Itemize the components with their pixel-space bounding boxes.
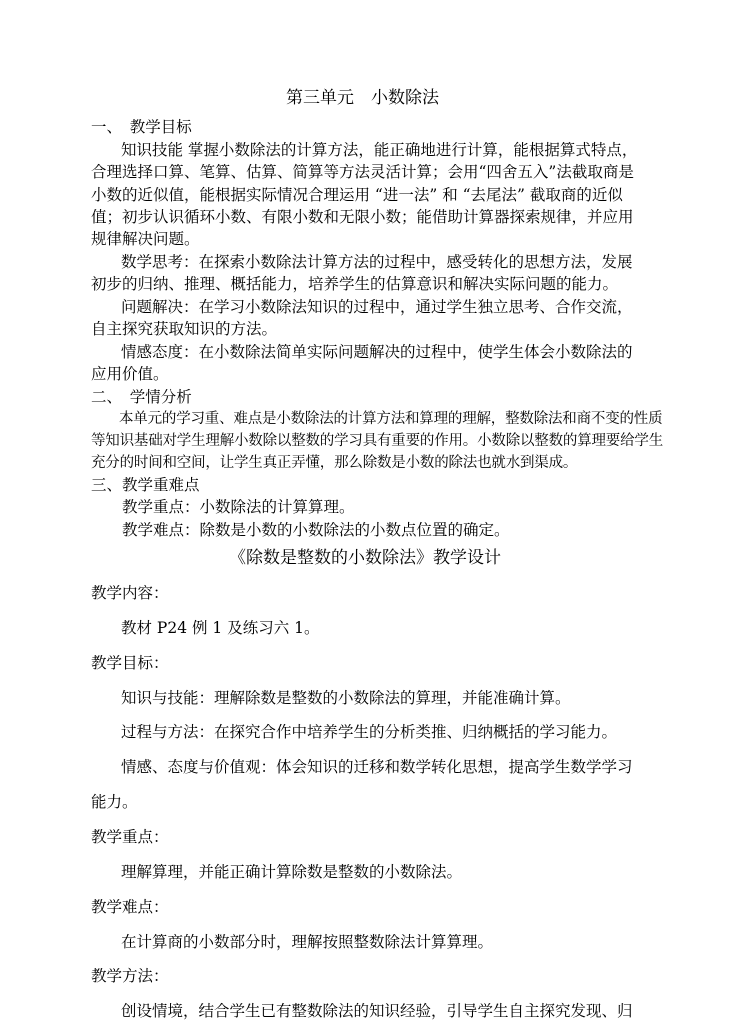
content-label: 教学内容： [91,584,169,602]
section-heading-analysis: 二、 学情分析 [91,388,192,406]
design-title: 《除数是整数的小数除法》教学设计 [229,548,501,568]
goal-knowledge-line-3: 小数的近似值，能根据实际情况合理运用 “进一法” 和 “去尾法” 截取商的近似 [91,186,623,204]
design-difficulty-text: 在计算商的小数部分时，理解按照整数除法计算算理。 [121,933,494,951]
section-heading-key-points: 三、教学重难点 [91,476,200,494]
goal-attitude-line-2: 应用价值。 [91,365,169,383]
goal-thinking-line-1: 数学思考：在探索小数除法计算方法的过程中，感受转化的思想方法，发展 [121,253,633,271]
design-key-text: 理解算理，并能正确计算除数是整数的小数除法。 [121,863,463,881]
difficulty-line: 教学难点：除数是小数的小数除法的小数点位置的确定。 [122,521,510,539]
goal-problem-line-1: 问题解决：在学习小数除法知识的过程中，通过学生独立思考、合作交流， [121,298,633,316]
design-goal-1: 知识与技能：理解除数是整数的小数除法的算理，并能准确计算。 [121,689,571,707]
design-goal-3-line-2: 能力。 [91,793,138,811]
design-method-text: 创设情境，结合学生已有整数除法的知识经验，引导学生自主探究发现、归 [121,1002,633,1020]
goal-knowledge-line-2: 合理选择口算、笔算、估算、简算等方法灵活计算；会用“四舍五入”法截取商是 [91,163,634,181]
unit-title: 第三单元 小数除法 [286,88,439,108]
goal-problem-line-2: 自主探究获取知识的方法。 [91,320,278,338]
analysis-line-1: 本单元的学习重、难点是小数除法的计算方法和算理的理解，整数除法和商不变的性质 [119,411,663,427]
design-key-label: 教学重点： [91,828,169,846]
design-difficulty-label: 教学难点： [91,898,169,916]
design-goal-3-line-1: 情感、态度与价值观：体会知识的迁移和数学转化思想，提高学生数学学习 [121,758,633,776]
design-goals-label: 教学目标： [91,654,169,672]
content-text: 教材 P24 例 1 及练习六 1。 [121,619,320,637]
key-point-line: 教学重点：小数除法的计算算理。 [122,498,355,516]
goal-knowledge-line-4: 值；初步认识循环小数、有限小数和无限小数；能借助计算器探索规律，并应用 [91,208,634,226]
analysis-line-2: 等知识基础对学生理解小数除以整数的学习具有重要的作用。小数除以整数的算理要给学生 [91,433,663,449]
goal-thinking-line-2: 初步的归纳、推理、概括能力，培养学生的估算意识和解决实际问题的能力。 [91,275,619,293]
goal-knowledge-line-1: 知识技能 掌握小数除法的计算方法，能正确地进行计算，能根据算式特点， [121,141,638,159]
analysis-line-3: 充分的时间和空间，让学生真正弄懂，那么除数是小数的除法也就水到渠成。 [91,455,578,471]
goal-knowledge-line-5: 规律解决问题。 [91,230,200,248]
design-goal-2: 过程与方法：在探究合作中培养学生的分析类推、归纳概括的学习能力。 [121,723,618,741]
goal-attitude-line-1: 情感态度：在小数除法简单实际问题解决的过程中，使学生体会小数除法的 [121,343,633,361]
design-method-label: 教学方法： [91,967,169,985]
section-heading-goals: 一、 教学目标 [91,118,192,136]
